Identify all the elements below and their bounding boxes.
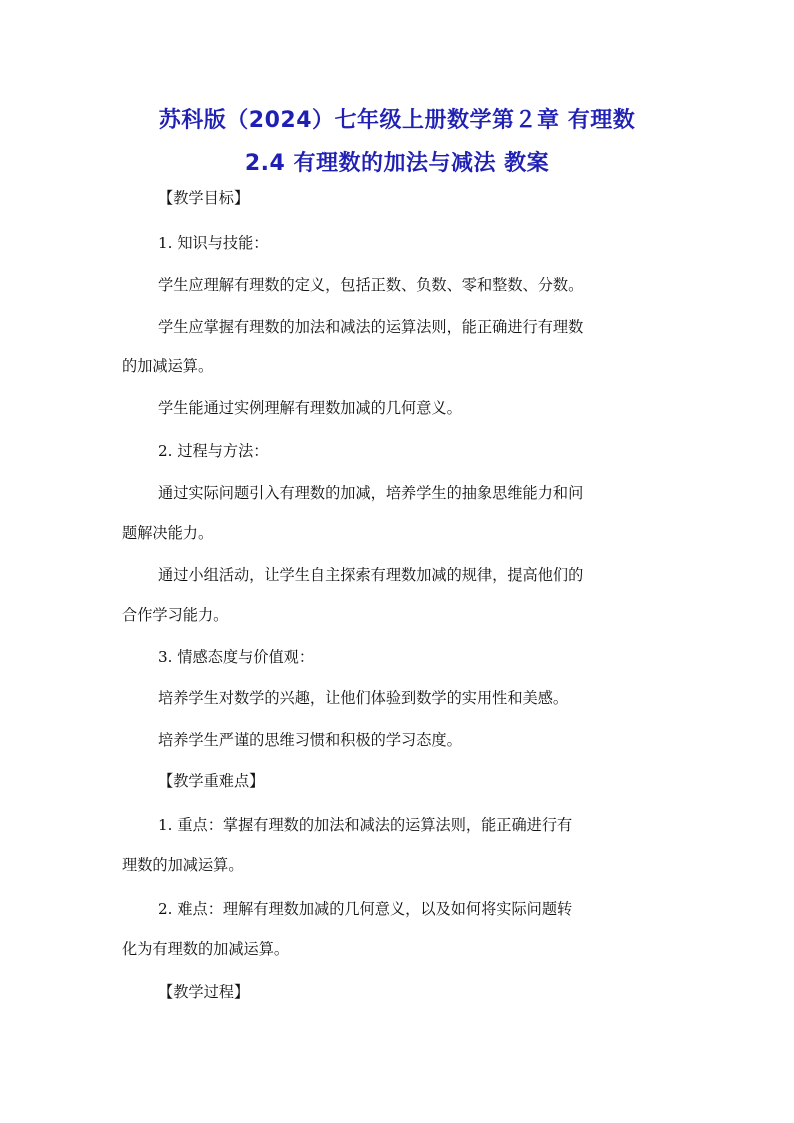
paragraph-line: 合作学习能力。: [122, 606, 229, 624]
section-heading-teaching-process: 【教学过程】: [158, 983, 250, 1001]
section-heading-key-points: 【教学重难点】: [158, 772, 265, 790]
paragraph-line: 学生应理解有理数的定义，包括正数、负数、零和整数、分数。: [158, 276, 584, 294]
document-title-line2: 2.4 有理数的加法与减法 教案: [244, 151, 550, 176]
paragraph-line: 题解决能力。: [122, 524, 214, 542]
paragraph-line: 理数的加减运算。: [122, 856, 244, 874]
subheading-process-method: 2. 过程与方法：: [158, 442, 269, 460]
paragraph-line: 培养学生严谨的思维习惯和积极的学习态度。: [158, 731, 462, 749]
paragraph-line: 2. 难点：理解有理数加减的几何意义，以及如何将实际问题转: [158, 900, 573, 918]
paragraph-line: 培养学生对数学的兴趣，让他们体验到数学的实用性和美感。: [158, 689, 569, 707]
paragraph-line: 学生应掌握有理数的加法和减法的运算法则，能正确进行有理数: [158, 318, 584, 336]
paragraph-line: 学生能通过实例理解有理数加减的几何意义。: [158, 399, 462, 417]
section-heading-objectives: 【教学目标】: [158, 189, 250, 207]
paragraph-line: 的加减运算。: [122, 357, 214, 375]
paragraph-line: 化为有理数的加减运算。: [122, 940, 290, 958]
paragraph-line: 1. 重点：掌握有理数的加法和减法的运算法则，能正确进行有: [158, 816, 573, 834]
paragraph-line: 通过实际问题引入有理数的加减，培养学生的抽象思维能力和问: [158, 484, 584, 502]
subheading-knowledge-skills: 1. 知识与技能：: [158, 234, 269, 252]
document-title-line1: 苏科版（2024）七年级上册数学第２章 有理数: [158, 108, 636, 133]
subheading-attitude-values: 3. 情感态度与价值观：: [158, 648, 315, 666]
paragraph-line: 通过小组活动，让学生自主探索有理数加减的规律，提高他们的: [158, 566, 584, 584]
